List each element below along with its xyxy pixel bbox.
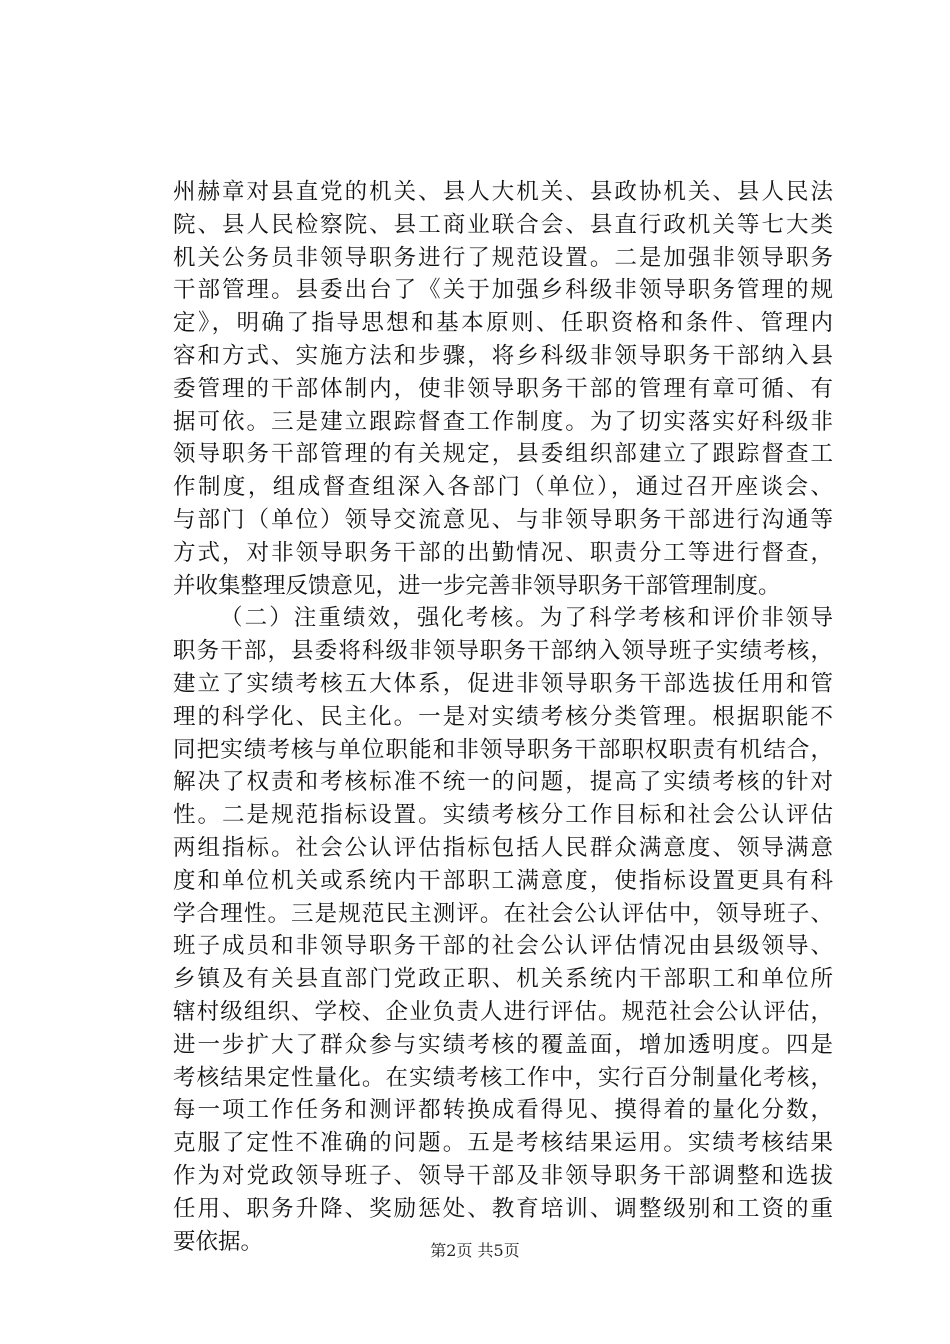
paragraph-start-line: （二）注重绩效，强化考核。为了科学考核和评价非领导 [220, 605, 833, 632]
text-line: 院、县人民检察院、县工商业联合会、县直行政机关等七大类 [173, 211, 833, 238]
text-line: 容和方式、实施方法和步骤，将乡科级非领导职务干部纳入县 [173, 342, 833, 369]
text-line: 机关公务员非领导职务进行了规范设置。二是加强非领导职务 [173, 244, 833, 271]
text-line: 据可依。三是建立跟踪督查工作制度。为了切实落实好科级非 [173, 408, 833, 435]
text-line: 理的科学化、民主化。一是对实绩考核分类管理。根据职能不 [173, 703, 833, 730]
text-line: 作为对党政领导班子、领导干部及非领导职务干部调整和选拔 [173, 1162, 833, 1189]
text-line: 并收集整理反馈意见，进一步完善非领导职务干部管理制度。 [173, 572, 781, 599]
text-line: 乡镇及有关县直部门党政正职、机关系统内干部职工和单位所 [173, 966, 833, 993]
text-line: 克服了定性不准确的问题。五是考核结果运用。实绩考核结果 [173, 1130, 833, 1157]
text-line: 方式，对非领导职务干部的出勤情况、职责分工等进行督查， [173, 539, 833, 566]
text-line: 考核结果定性量化。在实绩考核工作中，实行百分制量化考核， [173, 1064, 833, 1091]
text-line: 性。二是规范指标设置。实绩考核分工作目标和社会公认评估 [173, 802, 833, 829]
text-line: 定》，明确了指导思想和基本原则、任职资格和条件、管理内 [173, 310, 833, 337]
text-line: 要依据。 [173, 1228, 264, 1255]
text-line: 委管理的干部体制内，使非领导职务干部的管理有章可循、有 [173, 375, 833, 402]
text-line: 每一项工作任务和测评都转换成看得见、摸得着的量化分数， [173, 1097, 833, 1124]
text-line: 领导职务干部管理的有关规定，县委组织部建立了跟踪督查工 [173, 441, 833, 468]
text-line: 职务干部，县委将科级非领导职务干部纳入领导班子实绩考核， [173, 638, 833, 665]
text-line: 辖村级组织、学校、企业负责人进行评估。规范社会公认评估， [173, 998, 833, 1025]
text-line: 解决了权责和考核标准不统一的问题，提高了实绩考核的针对 [173, 769, 833, 796]
text-line: 进一步扩大了群众参与实绩考核的覆盖面，增加透明度。四是 [173, 1031, 833, 1058]
text-line: 同把实绩考核与单位职能和非领导职务干部职权职责有机结合， [173, 736, 833, 763]
text-line: 度和单位机关或系统内干部职工满意度，使指标设置更具有科 [173, 867, 833, 894]
text-line: 学合理性。三是规范民主测评。在社会公认评估中，领导班子、 [173, 900, 833, 927]
text-line: 作制度，组成督查组深入各部门（单位），通过召开座谈会、 [173, 474, 833, 501]
text-line: 班子成员和非领导职务干部的社会公认评估情况由县级领导、 [173, 933, 833, 960]
text-line: 两组指标。社会公认评估指标包括人民群众满意度、领导满意 [173, 834, 833, 861]
text-line: 任用、职务升降、奖励惩处、教育培训、调整级别和工资的重 [173, 1195, 833, 1222]
text-line: 建立了实绩考核五大体系，促进非领导职务干部选拔任用和管 [173, 670, 833, 697]
text-line: 干部管理。县委出台了《关于加强乡科级非领导职务管理的规 [173, 277, 833, 304]
text-line: 州赫章对县直党的机关、县人大机关、县政协机关、县人民法 [173, 179, 833, 205]
page-number-footer: 第2页 共5页 [430, 1241, 520, 1260]
body-text [173, 176, 833, 1258]
text-line: 与部门（单位）领导交流意见、与非领导职务干部进行沟通等 [173, 506, 833, 533]
